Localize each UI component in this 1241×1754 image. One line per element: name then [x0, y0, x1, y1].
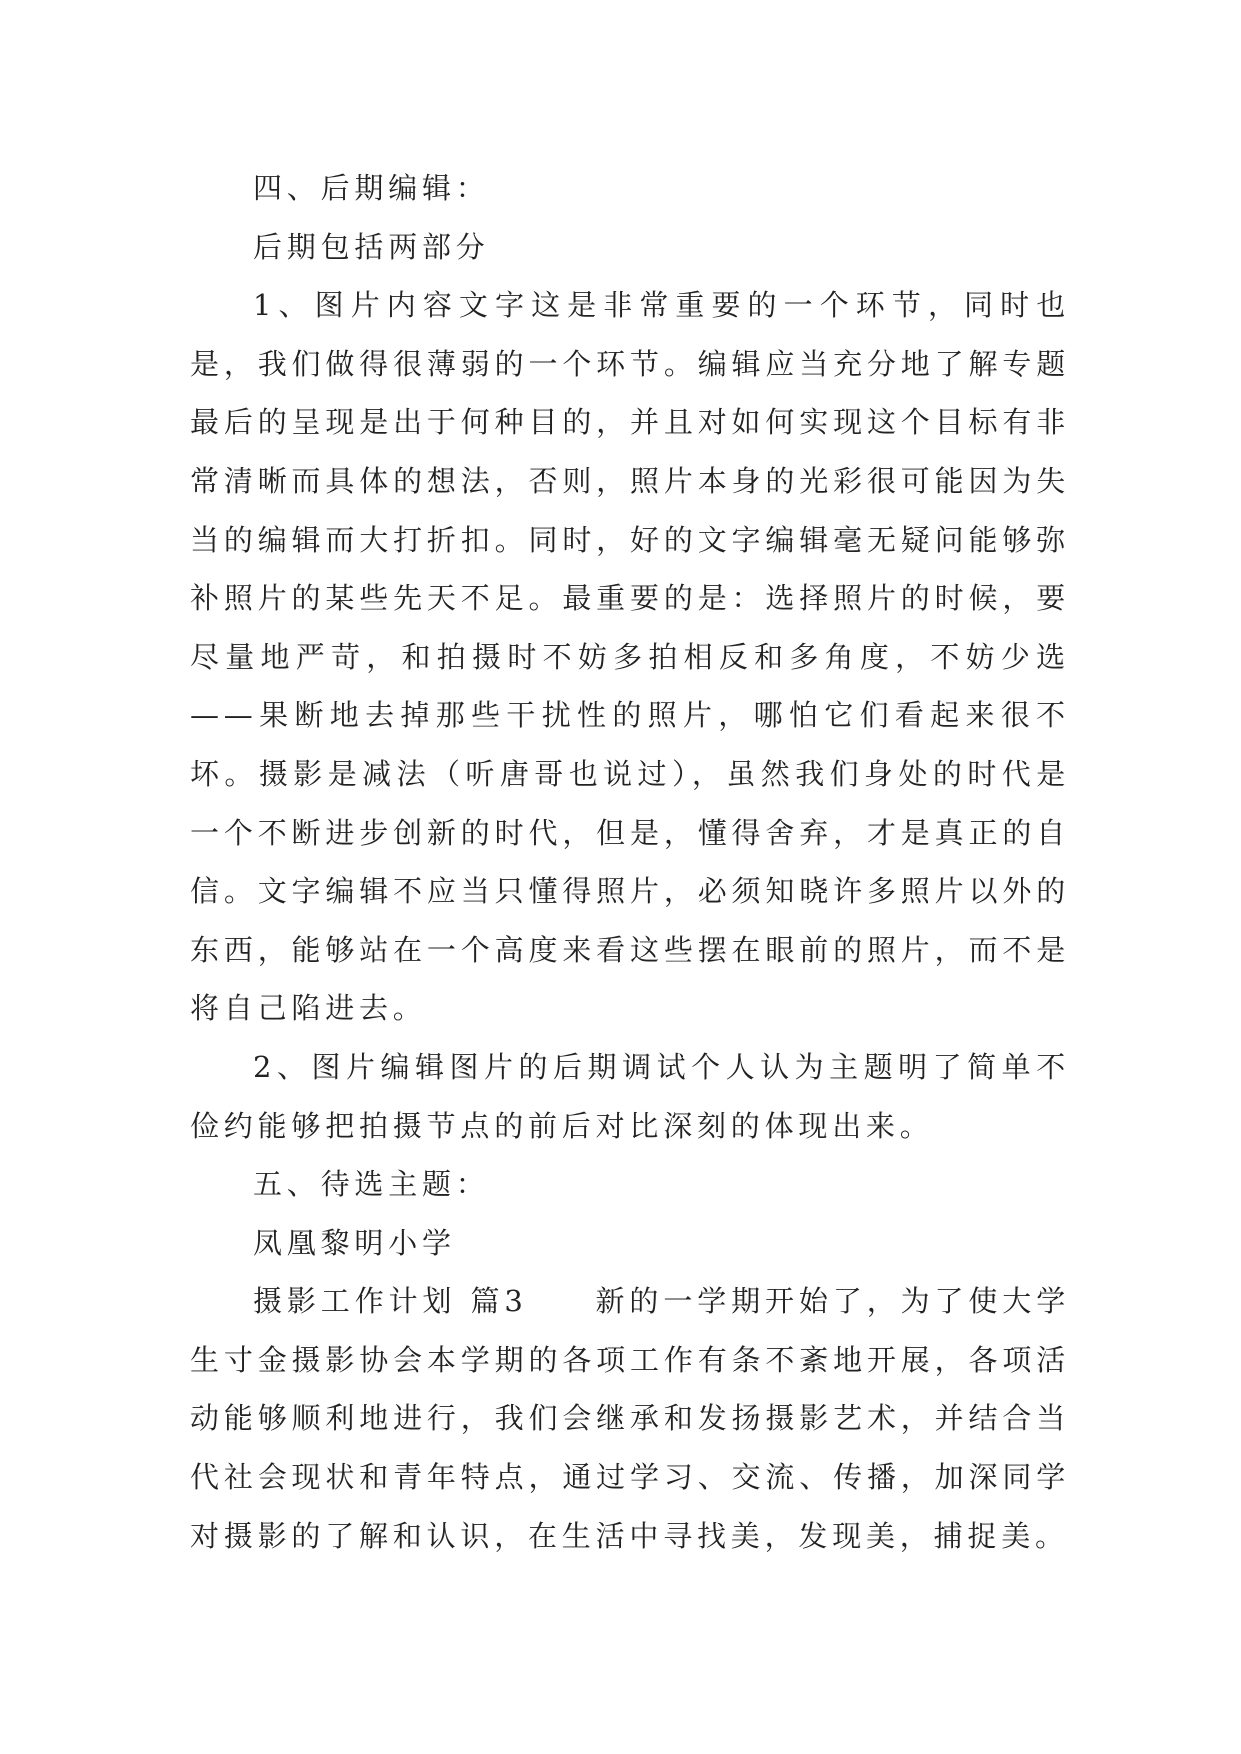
section-heading-candidate-topics: 五、待选主题：: [253, 1167, 490, 1202]
paragraph-work-plan-3: 摄影工作计划 篇3 新的一学期开始了，为了使大学生寸金摄影协会本学期的各项工作有条不紊地开展，各项活动能够顺利地进行，我们会继承和发扬摄影艺术，并结合当代社会现状和青年特点，通过学习、交流、传播，加深同学对摄影的了解和认识，在生活中寻找美，发现美，捕捉美。: [190, 1284, 1070, 1553]
section-heading-post-editing: 四、后期编辑：: [253, 171, 490, 205]
paragraph-image-post-processing: 2、图片编辑图片的后期调试个人认为主题明了简单不俭约能够把拍摄节点的前后对比深刻的体现出来。: [190, 1049, 1070, 1143]
paragraph-image-text-editing: 1、图片内容文字这是非常重要的一个环节，同时也是，我们做得很薄弱的一个环节。编辑应当充分地了解专题最后的呈现是出于何种目的，并且对如何实现这个目标有非常清晰而具体的想法，否则，照片本身的光彩很可能因为失当的编辑而大打折扣。同时，好的文字编辑毫无疑问能够弥补照片的某些先天不足。最重要的是：选择照片的时候，要尽量地严苛，和拍摄时不妨多拍相反和多角度，不妨少选——果断地去掉那些干扰性的照片，哪怕它们看起来很不坏。摄影是减法（听唐哥也说过），虽然我们身处的时代是一个不断进步创新的时代，但是，懂得舍弃，才是真正的自信。文字编辑不应当只懂得照片，必须知晓许多照片以外的东西，能够站在一个高度来看这些摆在眼前的照片，而不是将自己陷进去。: [190, 288, 1070, 1026]
paragraph-post-editing-intro: 后期包括两部分: [253, 229, 490, 264]
paragraph-candidate-topic: 凤凰黎明小学: [253, 1225, 456, 1260]
document-body: [190, 159, 1070, 1565]
